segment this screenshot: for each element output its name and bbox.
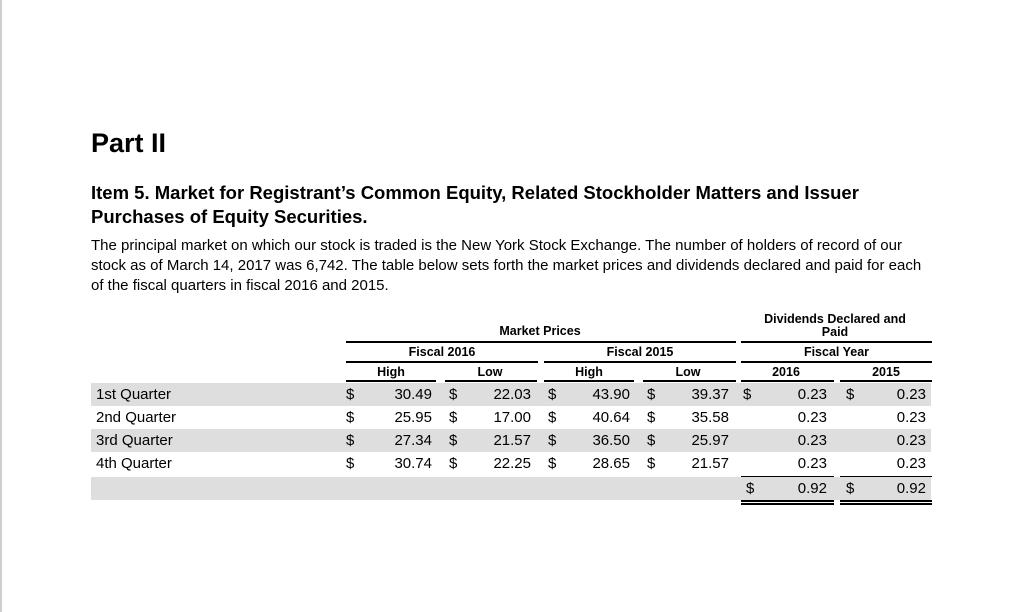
fiscal-year-header: Fiscal Year bbox=[803, 345, 870, 359]
currency-symbol: $ bbox=[548, 432, 557, 449]
currency-symbol: $ bbox=[346, 409, 355, 426]
high-2015-value: 28.65 bbox=[592, 455, 630, 472]
high-2016-value: 27.34 bbox=[394, 432, 432, 449]
dividend-2015-value: 0.23 bbox=[896, 455, 926, 472]
col-rule bbox=[346, 380, 436, 382]
low-2015-value: 35.58 bbox=[691, 409, 729, 426]
total-dividend-2016: 0.92 bbox=[797, 480, 827, 497]
item-title: Item 5. Market for Registrant’s Common Equity, Related Stockholder Matters and Issuer Purchases of Equity Securities. bbox=[91, 182, 859, 227]
total-dividend-2015: 0.92 bbox=[896, 480, 926, 497]
part-title: Part II bbox=[91, 128, 167, 158]
dividend-2016-value: 0.23 bbox=[797, 432, 827, 449]
col-rule bbox=[445, 380, 537, 382]
dividend-2016-value: 0.23 bbox=[797, 386, 827, 403]
currency-symbol: $ bbox=[449, 432, 458, 449]
currency-symbol: $ bbox=[548, 386, 557, 403]
low-2015-value: 39.37 bbox=[691, 386, 729, 403]
currency-symbol: $ bbox=[846, 386, 855, 403]
low-2016-value: 21.57 bbox=[493, 432, 531, 449]
high-2016-value: 25.95 bbox=[394, 409, 432, 426]
dividend-2016-value: 0.23 bbox=[797, 455, 827, 472]
high-2015-value: 36.50 bbox=[592, 432, 630, 449]
currency-symbol: $ bbox=[647, 432, 656, 449]
fiscal-2015-header: Fiscal 2015 bbox=[606, 345, 674, 359]
currency-symbol: $ bbox=[846, 480, 855, 497]
double-rule bbox=[840, 500, 932, 502]
dividend-2016-value: 0.23 bbox=[797, 409, 827, 426]
page-left-border bbox=[0, 0, 2, 612]
currency-symbol: $ bbox=[548, 455, 557, 472]
col-low-2016: Low bbox=[477, 365, 503, 379]
high-2016-value: 30.74 bbox=[394, 455, 432, 472]
high-2015-value: 40.64 bbox=[592, 409, 630, 426]
currency-symbol: $ bbox=[449, 455, 458, 472]
intro-paragraph: The principal market on which our stock is traded is the New York Stock Exchange. The number of holders of record of our stock as of March 14, 2017 was 6,742. The table below sets forth the market prices and dividends declared and paid for each of the fiscal quarters in fiscal 2016 and 2015. bbox=[91, 237, 922, 294]
currency-symbol: $ bbox=[746, 480, 755, 497]
currency-symbol: $ bbox=[346, 386, 355, 403]
row-label: 1st Quarter bbox=[96, 386, 172, 403]
currency-symbol: $ bbox=[647, 386, 656, 403]
row-label: 4th Quarter bbox=[96, 455, 172, 472]
currency-symbol: $ bbox=[449, 386, 458, 403]
dividend-2015-value: 0.23 bbox=[896, 409, 926, 426]
fiscal-2015-rule bbox=[544, 361, 736, 363]
double-rule bbox=[741, 500, 834, 502]
low-2015-value: 21.57 bbox=[691, 455, 729, 472]
col-high-2016: High bbox=[377, 365, 405, 379]
row-label: 2nd Quarter bbox=[96, 409, 177, 426]
currency-symbol: $ bbox=[449, 409, 458, 426]
currency-symbol: $ bbox=[548, 409, 557, 426]
low-2016-value: 22.03 bbox=[493, 386, 531, 403]
col-div-2015: 2015 bbox=[872, 365, 900, 379]
low-2016-value: 17.00 bbox=[493, 409, 531, 426]
fiscal-2016-rule bbox=[346, 361, 538, 363]
market-prices-header: Market Prices bbox=[499, 324, 581, 338]
double-rule bbox=[741, 503, 834, 505]
col-low-2015: Low bbox=[675, 365, 701, 379]
col-rule bbox=[643, 380, 736, 382]
fiscal-year-rule bbox=[741, 361, 932, 363]
col-rule bbox=[840, 380, 932, 382]
market-prices-rule bbox=[346, 341, 736, 343]
high-2015-value: 43.90 bbox=[592, 386, 630, 403]
low-2016-value: 22.25 bbox=[493, 455, 531, 472]
low-2015-value: 25.97 bbox=[691, 432, 729, 449]
fiscal-2016-header: Fiscal 2016 bbox=[408, 345, 476, 359]
double-rule bbox=[840, 503, 932, 505]
dividend-2015-value: 0.23 bbox=[896, 432, 926, 449]
dividends-rule bbox=[741, 341, 932, 343]
col-rule bbox=[741, 380, 834, 382]
currency-symbol: $ bbox=[346, 455, 355, 472]
currency-symbol: $ bbox=[743, 386, 752, 403]
currency-symbol: $ bbox=[647, 455, 656, 472]
currency-symbol: $ bbox=[647, 409, 656, 426]
col-rule bbox=[544, 380, 634, 382]
currency-symbol: $ bbox=[346, 432, 355, 449]
dividends-header: Dividends Declared and Paid bbox=[764, 312, 906, 339]
col-high-2015: High bbox=[575, 365, 603, 379]
col-div-2016: 2016 bbox=[772, 365, 800, 379]
high-2016-value: 30.49 bbox=[394, 386, 432, 403]
dividend-2015-value: 0.23 bbox=[896, 386, 926, 403]
row-label: 3rd Quarter bbox=[96, 432, 173, 449]
